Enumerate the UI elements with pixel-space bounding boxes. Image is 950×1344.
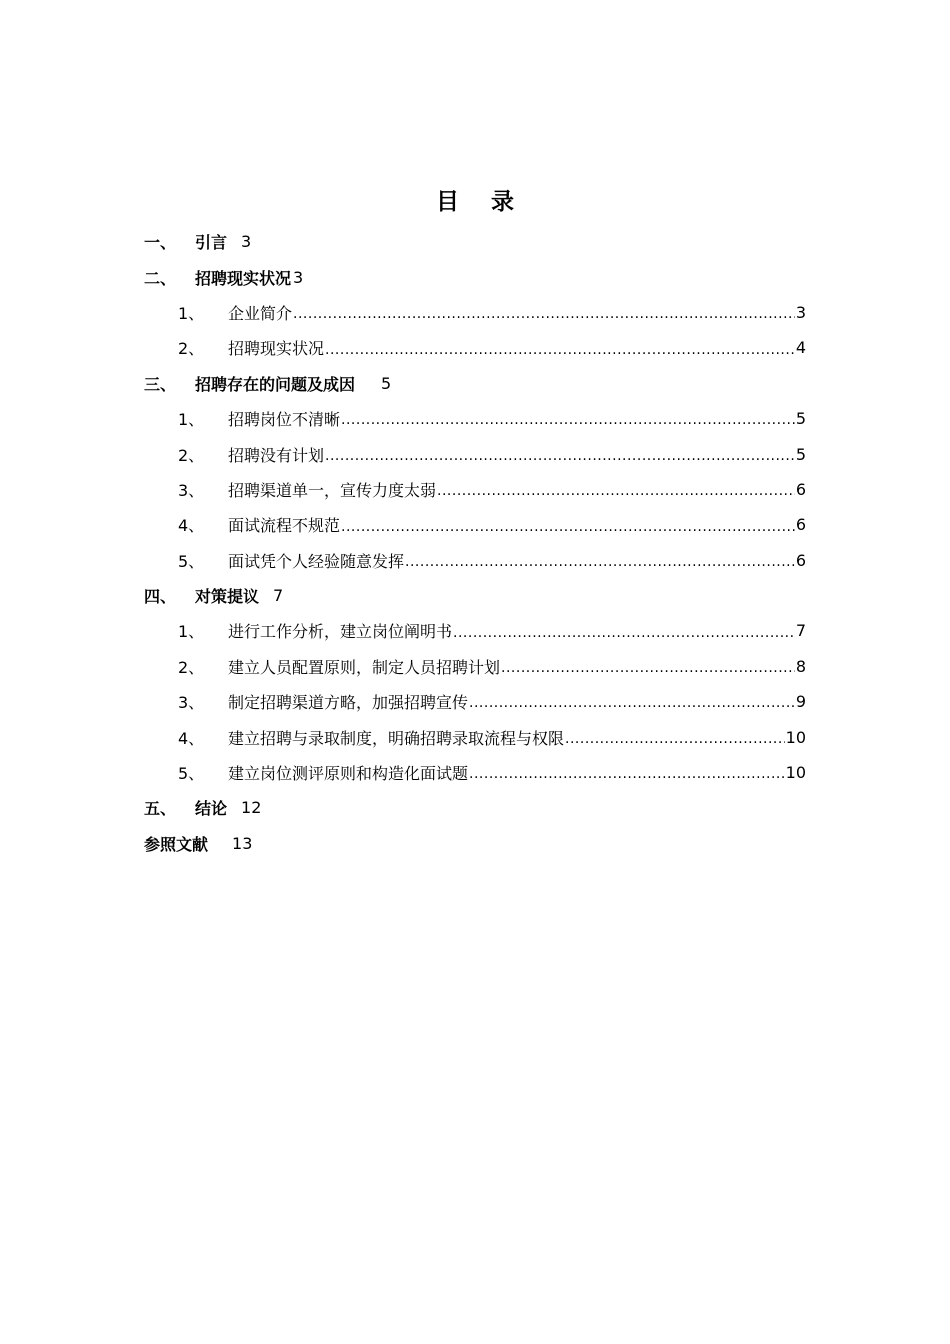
toc-entry-text: 招聘存在的问题及成因 [195, 374, 356, 394]
toc-leader-dots [565, 731, 785, 755]
toc-entry[interactable] [144, 543, 806, 578]
toc-entry-number: 1、 [178, 303, 205, 323]
toc-entry-page: 7 [795, 621, 806, 641]
toc-entry-number: 三、 [144, 374, 177, 394]
toc-entry[interactable] [144, 366, 806, 401]
toc-leader-dots [501, 660, 795, 684]
toc-entry-text: 建立人员配置原则，制定人员招聘计划 [228, 657, 501, 677]
toc-entry[interactable] [144, 436, 806, 471]
toc-entry-number: 5、 [178, 764, 205, 784]
toc-entry-page: 3 [795, 302, 806, 322]
toc-entry-page: 6 [795, 479, 806, 499]
toc-entry-page: 3 [241, 232, 252, 252]
toc-entry-text: 建立岗位测评原则和构造化面试题 [228, 764, 469, 784]
toc-entry[interactable] [144, 826, 806, 861]
toc-entry-page: 12 [241, 798, 262, 818]
toc-entry-page: 4 [795, 338, 806, 358]
toc-entry-number: 五、 [144, 799, 177, 819]
toc-entry-number: 1、 [178, 622, 205, 642]
toc-entry-page: 9 [795, 692, 806, 712]
toc-entry-page: 10 [785, 727, 806, 747]
toc-entry-text: 招聘渠道单一，宣传力度太弱 [228, 480, 437, 500]
toc-entry-text: 招聘现实状况 [195, 268, 292, 288]
toc-entry-page: 5 [795, 409, 806, 429]
toc-entry-number: 2、 [178, 445, 205, 465]
toc-entry[interactable] [144, 649, 806, 684]
toc-leader-dots [437, 483, 795, 507]
toc-title: 目 录 [435, 189, 526, 215]
toc-entry[interactable] [144, 790, 806, 825]
toc-entry-number: 二、 [144, 268, 177, 288]
toc-entry-page: 10 [785, 763, 806, 783]
toc-entry-page: 6 [795, 550, 806, 570]
toc-entry-page: 8 [795, 656, 806, 676]
toc-entry-number: 4、 [178, 728, 205, 748]
toc-leader-dots [293, 306, 795, 330]
toc-entry-text: 对策提议 [195, 587, 260, 607]
toc-entry-number: 一、 [144, 233, 177, 253]
toc-entry-text: 引言 [195, 233, 228, 253]
toc-entry-text: 面试凭个人经验随意发挥 [228, 551, 405, 571]
toc-leader-dots [405, 554, 795, 578]
toc-entry-text: 招聘没有计划 [228, 445, 325, 465]
toc-entry-text: 面试流程不规范 [228, 516, 341, 536]
toc-entry-text: 企业简介 [228, 303, 293, 323]
toc-entry[interactable] [144, 472, 806, 507]
toc-entry-number: 1、 [178, 410, 205, 430]
toc-entry-number: 2、 [178, 339, 205, 359]
toc-entry-page: 5 [381, 373, 392, 393]
toc-entry-page: 13 [232, 833, 253, 853]
toc-entry[interactable] [144, 224, 806, 259]
toc-entry[interactable] [144, 684, 806, 719]
toc-entry-text: 进行工作分析，建立岗位阐明书 [228, 622, 453, 642]
toc-entry[interactable] [144, 401, 806, 436]
toc-entry-text: 结论 [195, 799, 228, 819]
toc-entry-number: 2、 [178, 657, 205, 677]
toc-leader-dots [325, 448, 795, 472]
toc-leader-dots [453, 625, 795, 649]
toc-leader-dots [325, 342, 795, 366]
toc-entry-text: 制定招聘渠道方略，加强招聘宣传 [228, 693, 469, 713]
toc-entry-page: 5 [795, 444, 806, 464]
toc-entry-text: 参照文献 [144, 834, 209, 854]
toc-entry-text: 建立招聘与录取制度，明确招聘录取流程与权限 [228, 728, 565, 748]
toc-entry[interactable] [144, 719, 806, 754]
toc-entry-page: 3 [293, 267, 304, 287]
toc-entry-page: 6 [795, 515, 806, 535]
toc-entry-number: 4、 [178, 516, 205, 536]
toc-entry[interactable] [144, 295, 806, 330]
toc-entry[interactable] [144, 578, 806, 613]
toc-entry-number: 四、 [144, 587, 177, 607]
toc-leader-dots [341, 412, 795, 436]
toc-leader-dots [469, 766, 785, 790]
toc-entry[interactable] [144, 507, 806, 542]
table-of-contents [144, 224, 806, 861]
toc-entry-number: 3、 [178, 480, 205, 500]
toc-entry[interactable] [144, 613, 806, 648]
toc-entry[interactable] [144, 755, 806, 790]
toc-entry[interactable] [144, 259, 806, 294]
toc-leader-dots [341, 519, 795, 543]
toc-entry-number: 5、 [178, 551, 205, 571]
toc-entry-text: 招聘现实状况 [228, 339, 325, 359]
toc-entry-number: 3、 [178, 693, 205, 713]
toc-leader-dots [469, 695, 795, 719]
toc-entry[interactable] [144, 330, 806, 365]
toc-entry-page: 7 [273, 586, 284, 606]
toc-entry-text: 招聘岗位不清晰 [228, 410, 341, 430]
